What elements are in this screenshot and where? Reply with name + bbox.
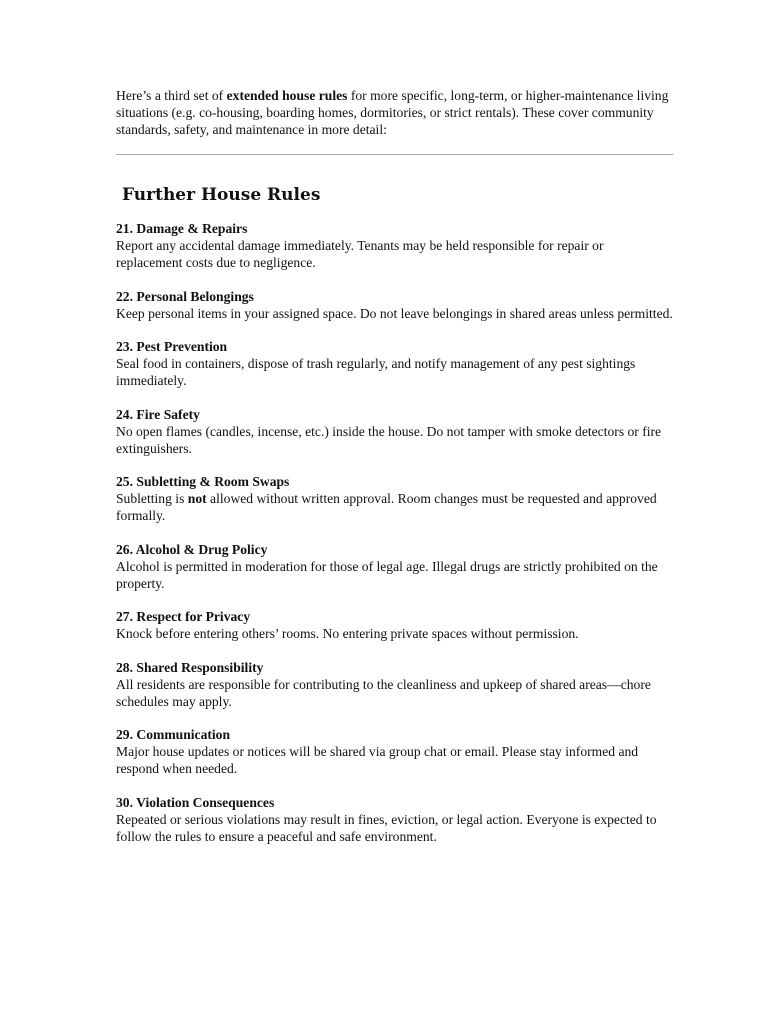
rule-item	[116, 220, 673, 271]
rule-item	[116, 338, 673, 389]
rule-text: Knock before entering others’ rooms. No entering private spaces without permission.	[116, 626, 579, 641]
rule-text: Major house updates or notices will be shared via group chat or email. Please stay informed and respond when needed.	[116, 744, 639, 776]
rule-item	[116, 794, 673, 845]
intro-bold-text: extended house rules	[226, 88, 348, 103]
rule-title: 22. Personal Belongings	[116, 288, 254, 304]
intro-text-end: for more specific, long-term, or higher-maintenance living situations (e.g. co-housing, boarding homes, dormitories, or strict rentals). These cover community standards, safety, and maintenance in more detail:	[116, 88, 669, 137]
emphasis-not: not	[187, 491, 207, 506]
rule-item	[116, 659, 673, 710]
rule-text: Alcohol is permitted in moderation for those of legal age. Illegal drugs are strictly prohibited on the property.	[116, 558, 658, 591]
rule-item	[116, 726, 673, 777]
rule-item	[116, 541, 673, 592]
rule-item	[116, 473, 673, 524]
rule-item	[116, 288, 673, 322]
rule-text: Report any accidental damage immediately. Tenants may be held responsible for repair or replacement costs due to negligence.	[116, 238, 604, 270]
rule-text: All residents are responsible for contributing to the cleanliness and upkeep of shared areas—chore schedules may apply.	[116, 676, 651, 709]
rule-item	[116, 406, 673, 457]
intro-text-start: Here’s a third set of	[116, 88, 227, 103]
rule-text: Keep personal items in your assigned space. Do not leave belongings in shared areas unless permitted.	[116, 305, 673, 321]
rule-title: 26. Alcohol & Drug Policy	[116, 541, 268, 557]
rule-title: 23. Pest Prevention	[116, 339, 228, 354]
intro-paragraph	[116, 87, 673, 138]
rule-title: 29. Communication	[116, 727, 231, 742]
rule-title: 30. Violation Consequences	[116, 794, 275, 810]
section-title: Further House Rules	[122, 185, 321, 205]
rule-title: 27. Respect for Privacy	[116, 609, 251, 624]
rule-title: 25. Subletting & Room Swaps	[116, 474, 290, 489]
rule-title: 24. Fire Safety	[116, 406, 200, 422]
rule-title: 21. Damage & Repairs	[116, 221, 248, 236]
rules-list	[116, 220, 673, 845]
rule-text: Repeated or serious violations may result in fines, eviction, or legal action. Everyone is expected to follow the rules to ensure a peaceful and safe environment.	[116, 811, 657, 844]
rule-title: 28. Shared Responsibility	[116, 659, 264, 675]
rule-item	[116, 608, 673, 642]
rule-text: Seal food in containers, dispose of trash regularly, and notify management of any pest sightings immediately.	[116, 356, 636, 388]
rule-text: Subletting is not allowed without written approval. Room changes must be requested and approved formally.	[116, 491, 657, 523]
document-page	[116, 87, 673, 861]
rule-text: No open flames (candles, incense, etc.) inside the house. Do not tamper with smoke detectors or fire extinguishers.	[116, 423, 662, 456]
horizontal-divider	[116, 154, 673, 155]
